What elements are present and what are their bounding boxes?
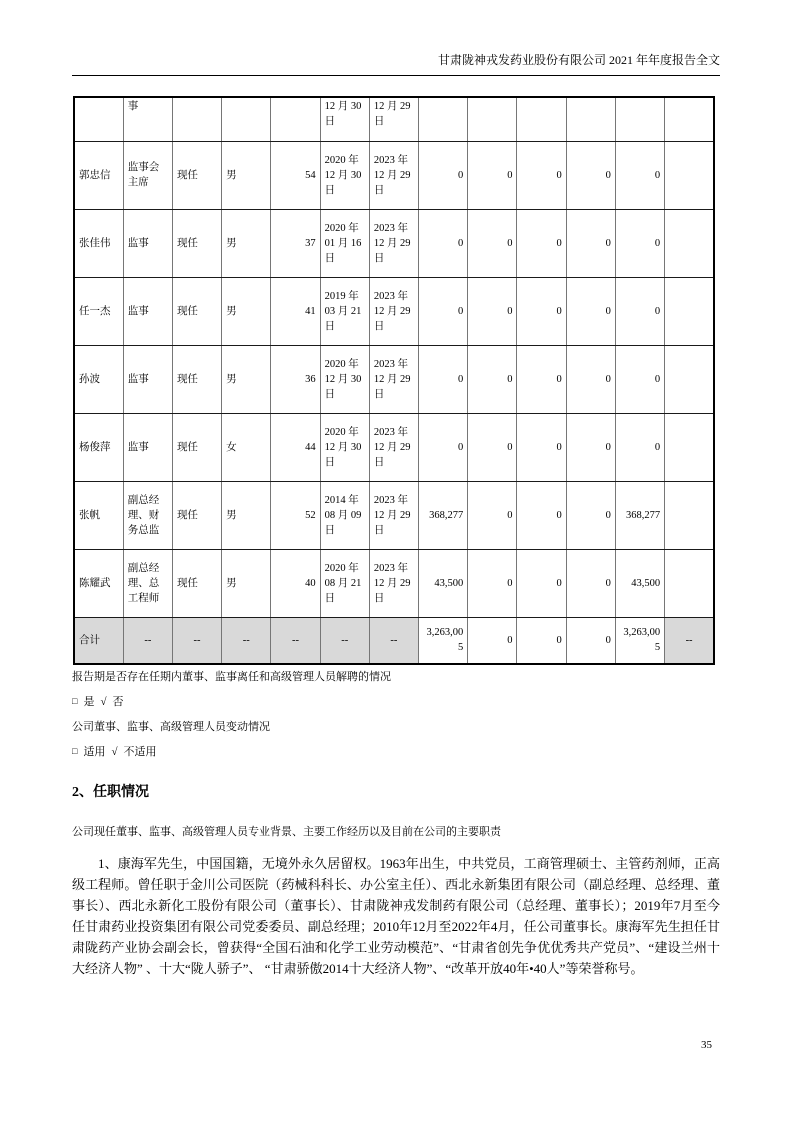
page-number: 35 <box>701 1039 712 1051</box>
table-cell: -- <box>369 617 418 664</box>
table-cell: 0 <box>468 549 517 617</box>
table-cell: 副总经理、财务总监 <box>123 481 172 549</box>
option-applicable-label: 适用 <box>83 746 106 758</box>
bio-paragraph-kanghaijun: 1、康海军先生，中国国籍，无境外永久居留权。1963年出生，中共党员，工商管理硕士、主管药剂师，正高级工程师。曾任职于金川公司医院（药械科科长、办公室主任）、西北永新集团有限公司（副总经理、总经理、董事长）、西北永新化工股份有限公司（董事长）、甘肃陇神戎发制药有限公司（总经理、董事长）；2019年7月至今任甘肃药业投资集团有限公司党委委员、副总经理；2010年12月至2022年4月，任公司董事长。康海军先生担任甘肃陇药产业协会副会长，曾获得“全国石油和化学工业劳动模范”、“甘肃省创先争优优秀共产党员”、“建设兰州十大经济人物” 、十大“陇人骄子”、 “甘肃骄傲2014十大经济人物”、“改革开放40年•40人”等荣誉称号。 <box>72 856 720 976</box>
table-cell <box>665 481 714 549</box>
answer-change <box>72 744 720 760</box>
table-cell: 男 <box>222 549 271 617</box>
table-cell <box>566 97 615 141</box>
check-icon: √ <box>111 746 118 758</box>
note-departure: 报告期是否存在任期内董事、监事离任和高级管理人员解聘的情况 <box>72 671 391 683</box>
table-cell: 男 <box>222 345 271 413</box>
table-cell: 0 <box>566 617 615 664</box>
table-cell: 37 <box>271 209 320 277</box>
officers-table-body <box>74 97 714 664</box>
table-cell: 0 <box>615 141 664 209</box>
table-cell: 监事 <box>123 345 172 413</box>
table-cell: 0 <box>615 413 664 481</box>
table-cell: 2020 年 12 月 30 日 <box>320 345 369 413</box>
notes-block <box>72 669 720 769</box>
table-cell: 0 <box>517 277 566 345</box>
table-cell: 男 <box>222 141 271 209</box>
table-cell: 2014 年 08 月 09 日 <box>320 481 369 549</box>
checkbox-icon: □ <box>72 696 78 706</box>
table-cell: -- <box>172 617 221 664</box>
table-cell: 52 <box>271 481 320 549</box>
table-cell <box>271 97 320 141</box>
table-cell: 2023 年 12 月 29 日 <box>369 413 418 481</box>
table-cell: 女 <box>222 413 271 481</box>
table-cell: 0 <box>615 345 664 413</box>
table-cell: 0 <box>468 209 517 277</box>
table-row <box>74 617 714 664</box>
note-change: 公司董事、监事、高级管理人员变动情况 <box>72 721 270 733</box>
table-cell: 任一杰 <box>74 277 123 345</box>
table-cell: 0 <box>566 141 615 209</box>
table-row <box>74 209 714 277</box>
section-heading-tenure: 2、任职情况 <box>72 785 149 800</box>
table-cell: 36 <box>271 345 320 413</box>
table-cell: 0 <box>468 141 517 209</box>
table-cell: 368,277 <box>615 481 664 549</box>
table-cell: 0 <box>419 277 468 345</box>
option-not-applicable-label: 不适用 <box>123 746 157 758</box>
table-cell: 0 <box>419 345 468 413</box>
table-cell: -- <box>665 617 714 664</box>
table-cell: 54 <box>271 141 320 209</box>
table-cell: 2023 年 12 月 29 日 <box>369 481 418 549</box>
table-cell: 事 <box>123 97 172 141</box>
header-divider <box>72 75 720 76</box>
table-cell: 3,263,005 <box>615 617 664 664</box>
table-cell: 0 <box>566 549 615 617</box>
table-cell: 男 <box>222 209 271 277</box>
table-cell <box>665 345 714 413</box>
table-cell <box>615 97 664 141</box>
table-cell: 2020 年 01 月 16 日 <box>320 209 369 277</box>
table-cell: 张佳伟 <box>74 209 123 277</box>
table-cell: 0 <box>468 481 517 549</box>
table-cell: 12 月 30 日 <box>320 97 369 141</box>
table-cell: -- <box>271 617 320 664</box>
table-cell: 0 <box>517 209 566 277</box>
table-cell: 0 <box>566 209 615 277</box>
background-note: 公司现任董事、监事、高级管理人员专业背景、主要工作经历以及目前在公司的主要职责 <box>72 826 501 838</box>
table-cell: 现任 <box>172 345 221 413</box>
table-row <box>74 481 714 549</box>
table-cell: 43,500 <box>615 549 664 617</box>
table-cell: 0 <box>566 345 615 413</box>
table-cell: 男 <box>222 481 271 549</box>
table-cell: 0 <box>468 277 517 345</box>
table-cell <box>172 97 221 141</box>
officers-compensation-table <box>73 96 715 665</box>
table-cell: -- <box>222 617 271 664</box>
table-cell: 368,277 <box>419 481 468 549</box>
table-cell: 0 <box>517 481 566 549</box>
table-cell: 41 <box>271 277 320 345</box>
table-cell <box>419 97 468 141</box>
table-row <box>74 549 714 617</box>
table-cell: 0 <box>517 413 566 481</box>
table-cell <box>665 209 714 277</box>
table-cell: 陈耀武 <box>74 549 123 617</box>
table-cell: 2023 年 12 月 29 日 <box>369 345 418 413</box>
table-cell: 0 <box>468 345 517 413</box>
table-cell: -- <box>123 617 172 664</box>
table-cell: 2023 年 12 月 29 日 <box>369 209 418 277</box>
check-icon: √ <box>100 696 107 708</box>
table-cell: 3,263,005 <box>419 617 468 664</box>
table-cell: 0 <box>615 277 664 345</box>
table-cell: 男 <box>222 277 271 345</box>
table-row <box>74 277 714 345</box>
table-cell: 2023 年 12 月 29 日 <box>369 549 418 617</box>
table-row <box>74 97 714 141</box>
table-cell: 0 <box>419 413 468 481</box>
checkbox-icon: □ <box>72 746 78 756</box>
table-cell: 2023 年 12 月 29 日 <box>369 141 418 209</box>
table-row <box>74 141 714 209</box>
table-cell: 现任 <box>172 481 221 549</box>
table-cell: 0 <box>517 617 566 664</box>
table-cell: 2023 年 12 月 29 日 <box>369 277 418 345</box>
table-cell: 0 <box>517 141 566 209</box>
table-cell: 0 <box>468 617 517 664</box>
table-cell <box>665 97 714 141</box>
table-cell: 0 <box>419 209 468 277</box>
table-cell: 2020 年 08 月 21 日 <box>320 549 369 617</box>
table-cell: 监事 <box>123 209 172 277</box>
option-yes-label: 是 <box>83 696 95 708</box>
table-cell: 现任 <box>172 141 221 209</box>
table-cell: 孙波 <box>74 345 123 413</box>
table-cell <box>74 97 123 141</box>
table-cell: 现任 <box>172 413 221 481</box>
table-cell: 2020 年 12 月 30 日 <box>320 141 369 209</box>
table-cell: 监事 <box>123 277 172 345</box>
table-cell: 0 <box>419 141 468 209</box>
table-cell: 0 <box>468 413 517 481</box>
table-cell: 0 <box>566 277 615 345</box>
table-row <box>74 345 714 413</box>
table-cell: 0 <box>517 549 566 617</box>
table-cell <box>222 97 271 141</box>
table-cell: 杨俊萍 <box>74 413 123 481</box>
table-cell: 郭忠信 <box>74 141 123 209</box>
table-cell <box>665 413 714 481</box>
table-cell: 0 <box>517 345 566 413</box>
table-cell: 43,500 <box>419 549 468 617</box>
table-cell: 现任 <box>172 549 221 617</box>
table-cell: 现任 <box>172 209 221 277</box>
table-cell: 监事 <box>123 413 172 481</box>
table-cell: -- <box>320 617 369 664</box>
table-cell: 44 <box>271 413 320 481</box>
table-cell <box>665 277 714 345</box>
table-cell: 0 <box>566 481 615 549</box>
table-cell <box>665 549 714 617</box>
table-cell <box>665 141 714 209</box>
table-cell: 0 <box>615 209 664 277</box>
table-cell: 合计 <box>74 617 123 664</box>
table-cell: 40 <box>271 549 320 617</box>
table-cell: 现任 <box>172 277 221 345</box>
table-cell: 2019 年 03 月 21 日 <box>320 277 369 345</box>
report-header-title: 甘肃陇神戎发药业股份有限公司 2021 年年度报告全文 <box>437 53 720 67</box>
table-row <box>74 413 714 481</box>
table-cell: 0 <box>566 413 615 481</box>
table-cell <box>517 97 566 141</box>
answer-departure <box>72 694 720 710</box>
table-cell: 副总经理、总工程师 <box>123 549 172 617</box>
table-cell: 监事会主席 <box>123 141 172 209</box>
table-cell <box>468 97 517 141</box>
table-cell: 2020 年 12 月 30 日 <box>320 413 369 481</box>
table-cell: 张帆 <box>74 481 123 549</box>
table-cell: 12 月 29 日 <box>369 97 418 141</box>
option-no-label: 否 <box>112 696 124 708</box>
